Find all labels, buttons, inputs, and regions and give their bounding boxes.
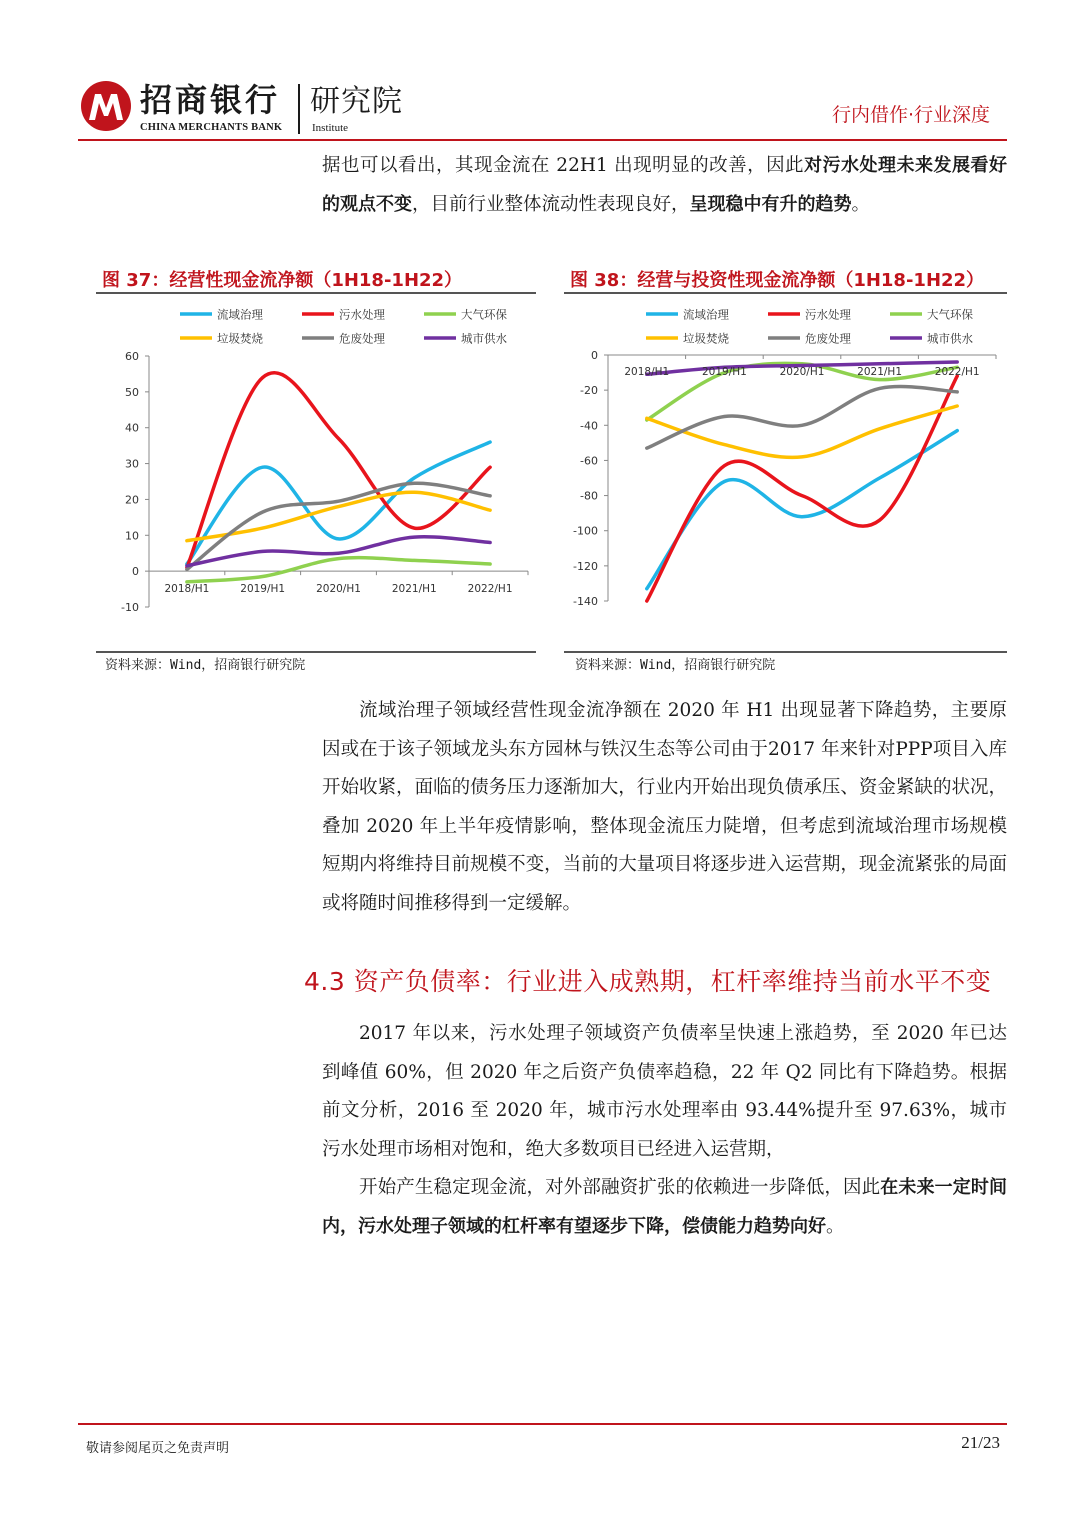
footer-rule — [78, 1423, 1007, 1425]
legend-label-4: 垃圾焚烧 — [683, 331, 729, 346]
legend-label-5: 危废处理 — [805, 331, 851, 346]
bank-name-cn: 招商银行 — [140, 81, 281, 119]
x-tick-label-3: 2020/H1 — [316, 583, 361, 596]
legend-label-5: 危废处理 — [339, 331, 385, 346]
x-tick-label-5: 2022/H1 — [934, 366, 980, 378]
y-tick-label-1: -10 — [121, 601, 139, 614]
bank-name-en: CHINA MERCHANTS BANK — [140, 122, 283, 133]
page-number: 21/23 — [961, 1433, 1000, 1452]
x-tick-label-2: 2019/H1 — [701, 366, 747, 378]
chart-operating-investing-cash-flow — [564, 296, 1007, 650]
y-tick-label-5: 30 — [125, 457, 139, 471]
header-rule — [78, 139, 1007, 141]
figure-38-top-rule — [564, 292, 1007, 294]
legend-label-2: 污水处理 — [339, 307, 385, 322]
paragraph-intro: 据也可以看出，其现金流在 22H1 出现明显的改善，因此对污水处理未来发展看好的观点不变，目前行业整体流动性表现良好，呈现稳中有升的趋势。 — [322, 155, 1007, 215]
y-tick-label-8: -140 — [573, 595, 598, 608]
y-tick-label-6: -100 — [573, 524, 598, 538]
figure-37-source: 资料来源：Wind，招商银行研究院 — [105, 658, 306, 673]
y-tick-label-7: -120 — [573, 559, 598, 573]
y-tick-label-4: 20 — [125, 493, 139, 507]
legend-label-6: 城市供水 — [461, 331, 507, 346]
emphasis-outlook: 对污水处理未来发展看好的观点不变 — [322, 155, 1007, 215]
paragraph-debt-ratio: 2017 年以来，污水处理子领域资产负债率呈快速上涨趋势，至 2020 年已达到峰值 60%，但 2020 年之后资产负债率趋稳，22 年 Q2 同比有下降趋势。根据前文分析，2016 至 2020 年，城市污水处理率由 93.44%提升至 97.63%，城市污水处理市场相对饱和，绝大多数项目已经进入运营期， — [322, 1023, 1007, 1160]
institute-name-cn: 研究院 — [310, 84, 403, 119]
emphasis-leverage: 在未来一定时间内，污水处理子领域的杠杆率有望逐步下降，偿债能力趋势向好 — [322, 1177, 1007, 1237]
figure-38-title: 图 38：经营与投资性现金流净额（1H18-1H22） — [570, 270, 985, 291]
x-tick-label-1: 2018/H1 — [164, 583, 210, 596]
paragraph-outlook: 开始产生稳定现金流，对外部融资扩张的依赖进一步降低，因此在未来一定时间内，污水处理子领域的杠杆率有望逐步下降，偿债能力趋势向好。 — [322, 1177, 1007, 1237]
series-line-2 — [647, 376, 957, 601]
y-tick-label-6: 40 — [125, 421, 139, 435]
legend-label-3: 大气环保 — [927, 307, 973, 322]
y-tick-label-2: -20 — [580, 384, 598, 398]
series-line-4 — [647, 406, 957, 457]
section-heading: 4.3 资产负债率：行业进入成熟期，杠杆率维持当前水平不变 — [304, 967, 992, 996]
x-tick-label-4: 2021/H1 — [857, 366, 903, 378]
legend-label-4: 垃圾焚烧 — [217, 331, 263, 346]
footer-disclaimer: 敬请参阅尾页之免责声明 — [86, 1441, 230, 1456]
chart-operating-cash-flow — [96, 296, 536, 650]
legend-label-1: 流域治理 — [683, 307, 729, 322]
emphasis-trend: 呈现稳中有升的趋势 — [689, 193, 852, 215]
y-tick-label-7: 50 — [125, 385, 139, 399]
x-tick-label-3: 2020/H1 — [779, 366, 825, 378]
legend-label-6: 城市供水 — [927, 331, 973, 346]
y-tick-label-5: -80 — [580, 489, 598, 503]
y-tick-label-1: 0 — [591, 349, 598, 362]
paragraph-river-basin: 流域治理子领域经营性现金流净额在 2020 年 H1 出现显著下降趋势，主要原因或在于该子领域龙头东方园林与铁汉生态等公司由于2017 年来针对PPP项目入库开始收紧，面临的债务压力逐渐加大，行业内开始出现负债承压、资金紧缺的状况，叠加 2020 年上半年疫情影响，整体现金流压力陡增，但考虑到流域治理市场规模短期内将维持目前规模不变，当前的大量项目将逐步进入运营期，现金流紧张的局面或将随时间推移得到一定缓解。 — [322, 700, 1007, 914]
y-tick-label-3: 10 — [125, 529, 139, 543]
series-line-3 — [187, 558, 490, 582]
legend-label-1: 流域治理 — [217, 307, 263, 322]
figure-37-bottom-rule — [96, 651, 536, 653]
x-tick-label-2: 2019/H1 — [240, 583, 286, 596]
institute-name-en: Institute — [312, 122, 349, 134]
series-line-1 — [187, 442, 490, 564]
y-tick-label-2: 0 — [132, 565, 139, 579]
report-type: 行内借作·行业深度 — [831, 104, 990, 126]
header-separator — [298, 84, 300, 134]
y-tick-label-8: 60 — [125, 350, 139, 363]
y-tick-label-3: -40 — [580, 419, 598, 433]
y-tick-label-4: -60 — [580, 454, 598, 468]
figure-38-source: 资料来源：Wind，招商银行研究院 — [575, 658, 776, 673]
x-tick-label-5: 2022/H1 — [467, 583, 513, 596]
x-tick-label-1: 2018/H1 — [624, 366, 670, 378]
figure-37-top-rule — [96, 292, 536, 294]
legend-label-2: 污水处理 — [805, 307, 851, 322]
x-tick-label-4: 2021/H1 — [391, 583, 437, 596]
legend-label-3: 大气环保 — [461, 307, 507, 322]
figure-37-title: 图 37：经营性现金流净额（1H18-1H22） — [102, 270, 463, 291]
paragraph-leverage — [322, 1015, 1007, 1246]
series-line-5 — [647, 386, 957, 448]
cmb-logo-icon — [80, 80, 132, 132]
figure-38-bottom-rule — [564, 651, 1007, 653]
